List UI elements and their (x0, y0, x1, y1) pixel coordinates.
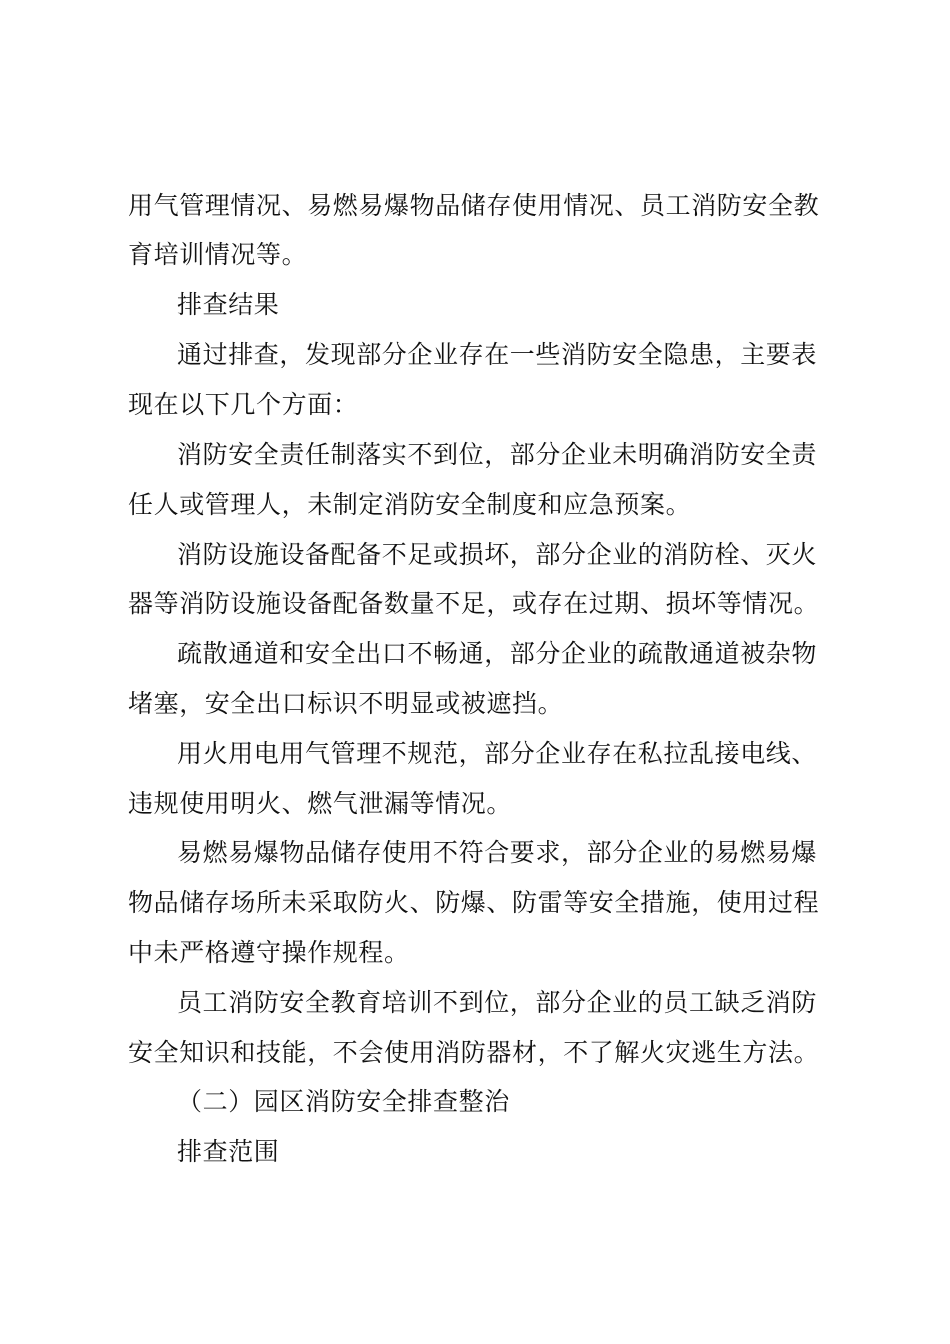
section-heading: （二）园区消防安全排查整治 (177, 1087, 510, 1116)
paragraph-line: 安全知识和技能，不会使用消防器材，不了解火灾逃生方法。 (128, 1038, 820, 1067)
paragraph-line: 员工消防安全教育培训不到位，部分企业的员工缺乏消防 (177, 988, 818, 1017)
paragraph-line: 通过排查，发现部分企业存在一些消防安全隐患，主要表 (177, 340, 818, 369)
section-heading: 排查范围 (177, 1137, 280, 1166)
paragraph-line: 堵塞，安全出口标识不明显或被遮挡。 (128, 689, 564, 718)
paragraph-line: 违规使用明火、燃气泄漏等情况。 (128, 789, 513, 818)
paragraph-line: 易燃易爆物品储存使用不符合要求，部分企业的易燃易爆 (177, 838, 818, 867)
paragraph-line: 消防设施设备配备不足或损坏，部分企业的消防栓、灭火 (177, 540, 818, 569)
section-heading: 排查结果 (177, 290, 280, 319)
paragraph-line: 物品储存场所未采取防火、防爆、防雷等安全措施，使用过程 (128, 888, 820, 917)
paragraph-line: 现在以下几个方面： (128, 390, 359, 419)
paragraph-line: 疏散通道和安全出口不畅通，部分企业的疏散通道被杂物 (177, 639, 818, 668)
paragraph-line: 消防安全责任制落实不到位，部分企业未明确消防安全责 (177, 440, 818, 469)
paragraph-line: 用火用电用气管理不规范，部分企业存在私拉乱接电线、 (177, 739, 818, 768)
paragraph-line: 用气管理情况、易燃易爆物品储存使用情况、员工消防安全教 (128, 191, 820, 220)
paragraph-line: 育培训情况等。 (128, 240, 308, 269)
paragraph-line: 任人或管理人，未制定消防安全制度和应急预案。 (128, 490, 692, 519)
paragraph-line: 中未严格遵守操作规程。 (128, 938, 410, 967)
paragraph-line: 器等消防设施设备配备数量不足，或存在过期、损坏等情况。 (128, 589, 820, 618)
